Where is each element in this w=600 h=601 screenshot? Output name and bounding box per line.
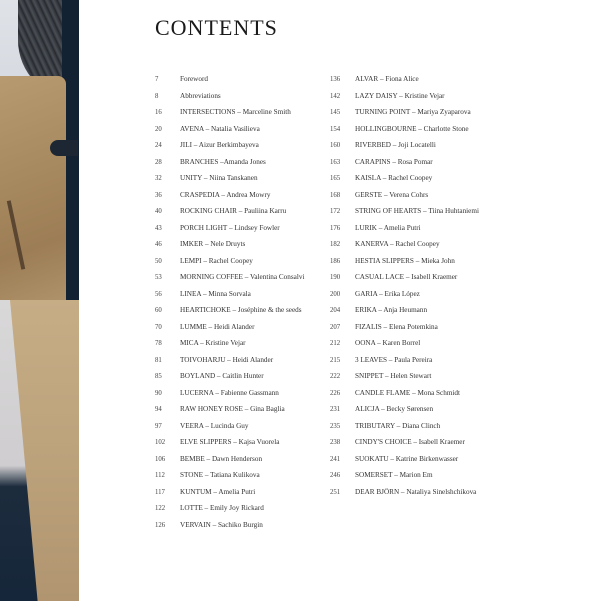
toc-entry[interactable]: [155, 467, 325, 484]
toc-page-number: 186: [330, 257, 341, 265]
toc-entry-title: 3 LEAVES – Paula Pereira: [355, 355, 433, 364]
toc-page-number: 36: [155, 191, 162, 199]
toc-entry-title: INTERSECTIONS – Marceline Smith: [180, 108, 291, 116]
toc-page-number: 238: [330, 439, 341, 446]
toc-entry-title: MORNING COFFEE – Valentina Consalvi: [180, 273, 305, 281]
page-title: CONTENTS: [155, 15, 278, 40]
toc-entry-title: HESTIA SLIPPERS – Mieka John: [355, 256, 455, 265]
toc-entry[interactable]: [330, 434, 520, 451]
toc-page-number: 246: [330, 472, 341, 479]
toc-entry-title: HEARTICHOKE – Joséphine & the seeds: [180, 306, 302, 314]
toc-page-number: 200: [330, 290, 341, 298]
toc-entry[interactable]: [330, 484, 520, 501]
toc-entry-title: HOLLINGBOURNE – Charlotte Stone: [355, 124, 469, 133]
toc-entry[interactable]: [155, 484, 325, 501]
toc-page-number: 70: [155, 323, 162, 331]
toc-entry-title: STRING OF HEARTS – Tiina Huhtaniemi: [355, 207, 479, 215]
toc-entry[interactable]: [330, 170, 520, 187]
toc-entry-title: LINEA – Minna Sorvala: [180, 289, 251, 298]
toc-entry-title: SUOKATU – Katrine Birkenwasser: [355, 454, 459, 463]
toc-entry-title: RAW HONEY ROSE – Gina Baglia: [180, 405, 285, 413]
toc-page-number: 136: [330, 76, 341, 83]
toc-entry-title: AVENA – Natalia Vasilieva: [180, 124, 260, 133]
toc-entry-title: Abbreviations: [180, 91, 221, 100]
toc-entry[interactable]: [330, 88, 520, 105]
toc-entry[interactable]: [330, 418, 520, 435]
toc-entry[interactable]: [155, 88, 325, 105]
toc-entry[interactable]: [155, 187, 325, 204]
toc-page-number: 112: [155, 472, 165, 479]
toc-page-number: 235: [330, 422, 341, 430]
toc-entry-title: ELVE SLIPPERS – Kajsa Vuorela: [180, 438, 280, 446]
toc-entry[interactable]: [330, 154, 520, 171]
toc-entry[interactable]: [330, 203, 520, 220]
toc-entry-title: LUCERNA – Fabienne Gassmann: [180, 388, 279, 397]
toc-entry[interactable]: [155, 170, 325, 187]
toc-page-number: 231: [330, 406, 341, 413]
toc-entry-title: VEERA – Lucinda Guy: [180, 421, 249, 430]
toc-entry-title: CANDLE FLAME – Mona Schmidt: [355, 388, 461, 397]
toc-entry-title: BRANCHES –Amanda Jones: [180, 157, 266, 166]
toc-entry[interactable]: [155, 236, 325, 253]
toc-entry[interactable]: [330, 137, 520, 154]
toc-page-number: 241: [330, 455, 341, 463]
toc-entry[interactable]: [330, 319, 520, 336]
toc-column-left: [155, 71, 325, 533]
toc-page-number: 207: [330, 323, 341, 331]
toc-entry-title: TURNING POINT – Mariya Zyaparova: [355, 108, 471, 116]
toc-page-number: 97: [155, 422, 162, 430]
toc-page-number: 81: [155, 356, 162, 364]
toc-entry[interactable]: [155, 269, 325, 286]
toc-page-number: 94: [155, 406, 162, 413]
toc-entry-title: CASUAL LACE – Isabell Kraemer: [355, 273, 458, 281]
toc-entry[interactable]: [330, 286, 520, 303]
toc-page-number: 204: [330, 307, 341, 314]
toc-page-number: 24: [155, 142, 162, 149]
toc-entry-title: BEMBE – Dawn Henderson: [180, 454, 263, 463]
toc-entry-title: CINDY'S CHOICE – Isabell Kraemer: [355, 438, 465, 446]
toc-entry-title: LUMME – Heidi Alander: [180, 322, 255, 331]
toc-entry[interactable]: [155, 368, 325, 385]
toc-entry[interactable]: [155, 71, 325, 88]
toc-entry[interactable]: [155, 385, 325, 402]
toc-page-number: 163: [330, 158, 341, 166]
toc-page-number: 102: [155, 439, 166, 446]
toc-page-number: 32: [155, 175, 162, 182]
toc-entry-title: JILI – Aizur Berkimbayeva: [180, 141, 259, 149]
toc-page-number: 168: [330, 191, 341, 199]
toc-entry-title: TRIBUTARY – Diana Clinch: [355, 421, 441, 430]
toc-column-right: [330, 71, 520, 500]
toc-entry[interactable]: [155, 451, 325, 468]
toc-entry[interactable]: [155, 418, 325, 435]
toc-entry-title: LOTTE – Emily Joy Rickard: [180, 504, 264, 512]
toc-entry[interactable]: [155, 220, 325, 237]
toc-entry-title: TOIVOHARJU – Heidi Alander: [180, 355, 274, 364]
toc-entry-title: ALVAR – Fiona Alice: [355, 75, 419, 83]
toc-entry-title: STONE – Tatiana Kulikova: [180, 471, 260, 479]
toc-entry[interactable]: [155, 286, 325, 303]
toc-page-number: 7: [155, 76, 159, 83]
toc-page-number: 215: [330, 356, 341, 364]
toc-entry[interactable]: [330, 71, 520, 88]
toc-entry[interactable]: [330, 302, 520, 319]
toc-entry-title: GERSTE – Verena Cohrs: [355, 190, 429, 199]
toc-page-number: 251: [330, 488, 341, 496]
toc-entry-title: SOMERSET – Marion Em: [355, 471, 433, 479]
toc-entry[interactable]: [155, 104, 325, 121]
toc-entry-title: FIZALIS – Elena Potemkina: [355, 322, 438, 331]
toc-entry-title: GARIA – Erika López: [355, 289, 420, 298]
toc-entry[interactable]: [155, 434, 325, 451]
toc-entry-title: UNITY – Niina Tanskanen: [180, 174, 258, 182]
toc-page-number: 8: [155, 92, 159, 100]
toc-page-number: 53: [155, 274, 162, 281]
toc-entry-title: BOYLAND – Caitlin Hunter: [180, 372, 264, 380]
toc-entry-title: KUNTUM – Amelia Putri: [180, 487, 256, 496]
toc-entry[interactable]: [330, 187, 520, 204]
toc-entry-title: ROCKING CHAIR – Pauliina Karru: [180, 207, 287, 215]
toc-page-number: 90: [155, 389, 162, 397]
toc-entry[interactable]: [155, 500, 325, 517]
toc-page-number: 85: [155, 373, 162, 380]
toc-page-number: 60: [155, 307, 162, 314]
toc-page-number: 56: [155, 290, 162, 298]
toc-entry-title: DEAR BJÖRN – Nataliya Sinelshchikova: [355, 487, 477, 496]
toc-page-number: 222: [330, 373, 341, 380]
toc-page-number: 142: [330, 92, 341, 100]
toc-entry-title: KANERVA – Rachel Coopey: [355, 240, 440, 248]
toc-entry[interactable]: [330, 335, 520, 352]
toc-entry[interactable]: [330, 401, 520, 418]
toc-entry[interactable]: [330, 385, 520, 402]
toc-page-number: 145: [330, 109, 341, 116]
toc-entry-title: VERVAIN – Sachiko Burgin: [180, 520, 263, 529]
toc-page-number: 43: [155, 224, 162, 232]
toc-entry[interactable]: [330, 269, 520, 286]
toc-entry[interactable]: [330, 368, 520, 385]
photo-wooden-object-top: [0, 76, 66, 316]
toc-page-number: 160: [330, 142, 341, 149]
toc-page-number: 212: [330, 340, 341, 347]
toc-entry-title: LAZY DAISY – Kristine Vejar: [355, 91, 445, 100]
toc-entry[interactable]: [330, 451, 520, 468]
toc-entry-title: KAISLA – Rachel Coopey: [355, 174, 433, 182]
toc-entry[interactable]: [330, 121, 520, 138]
toc-entry[interactable]: [330, 104, 520, 121]
toc-entry[interactable]: [155, 401, 325, 418]
toc-page-number: 154: [330, 125, 341, 133]
toc-entry-title: CRASPEDIA – Andrea Mowry: [180, 190, 271, 199]
toc-page-number: 28: [155, 158, 162, 166]
toc-entry-title: LURIK – Amelia Putri: [355, 223, 421, 232]
toc-page-number: 182: [330, 241, 341, 248]
toc-entry[interactable]: [155, 352, 325, 369]
photo-wood-knot: [50, 140, 78, 156]
toc-entry[interactable]: [155, 121, 325, 138]
toc-page-number: 50: [155, 257, 162, 265]
toc-page-number: 40: [155, 208, 162, 215]
toc-entry[interactable]: [330, 352, 520, 369]
toc-page-number: 226: [330, 389, 341, 397]
toc-entry-title: SNIPPET – Helen Stewart: [355, 372, 432, 380]
toc-page-number: 126: [155, 521, 166, 529]
toc-entry-title: ALICJA – Becky Sørensen: [355, 405, 434, 413]
toc-page-number: 176: [330, 224, 341, 232]
toc-page-number: 106: [155, 455, 166, 463]
toc-entry[interactable]: [330, 467, 520, 484]
toc-page-number: 190: [330, 274, 341, 281]
toc-entry-title: Foreword: [180, 75, 208, 83]
toc-page-number: 46: [155, 241, 162, 248]
cover-photo-strip: [0, 0, 79, 601]
toc-entry-title: CARAPINS – Rosa Pomar: [355, 157, 433, 166]
toc-page-number: 78: [155, 340, 162, 347]
toc-entry-title: MICA – Kristine Vejar: [180, 339, 246, 347]
toc-entry[interactable]: [330, 220, 520, 237]
toc-entry[interactable]: [155, 302, 325, 319]
toc-entry-title: IMKER – Nele Druyts: [180, 240, 246, 248]
toc-entry[interactable]: [155, 253, 325, 270]
toc-entry[interactable]: [155, 203, 325, 220]
toc-entry-title: ERIKA – Anja Heumann: [355, 306, 428, 314]
toc-page-number: 122: [155, 505, 166, 512]
toc-entry-title: OONA – Karen Borrel: [355, 339, 421, 347]
toc-page-number: 16: [155, 109, 162, 116]
toc-entry[interactable]: [155, 319, 325, 336]
toc-entry[interactable]: [155, 517, 325, 534]
toc-entry-title: LEMPI – Rachel Coopey: [180, 256, 253, 265]
toc-entry[interactable]: [155, 335, 325, 352]
toc-entry-title: RIVERBED – Joji Locatelli: [355, 141, 436, 149]
toc-page-number: 20: [155, 125, 162, 133]
toc-entry-title: PORCH LIGHT – Lindsey Fowler: [180, 223, 280, 232]
toc-entry[interactable]: [330, 236, 520, 253]
toc-entry[interactable]: [155, 137, 325, 154]
toc-page-number: 117: [155, 488, 165, 496]
toc-entry[interactable]: [330, 253, 520, 270]
toc-page-number: 165: [330, 175, 341, 182]
toc-entry[interactable]: [155, 154, 325, 171]
toc-page-number: 172: [330, 208, 341, 215]
